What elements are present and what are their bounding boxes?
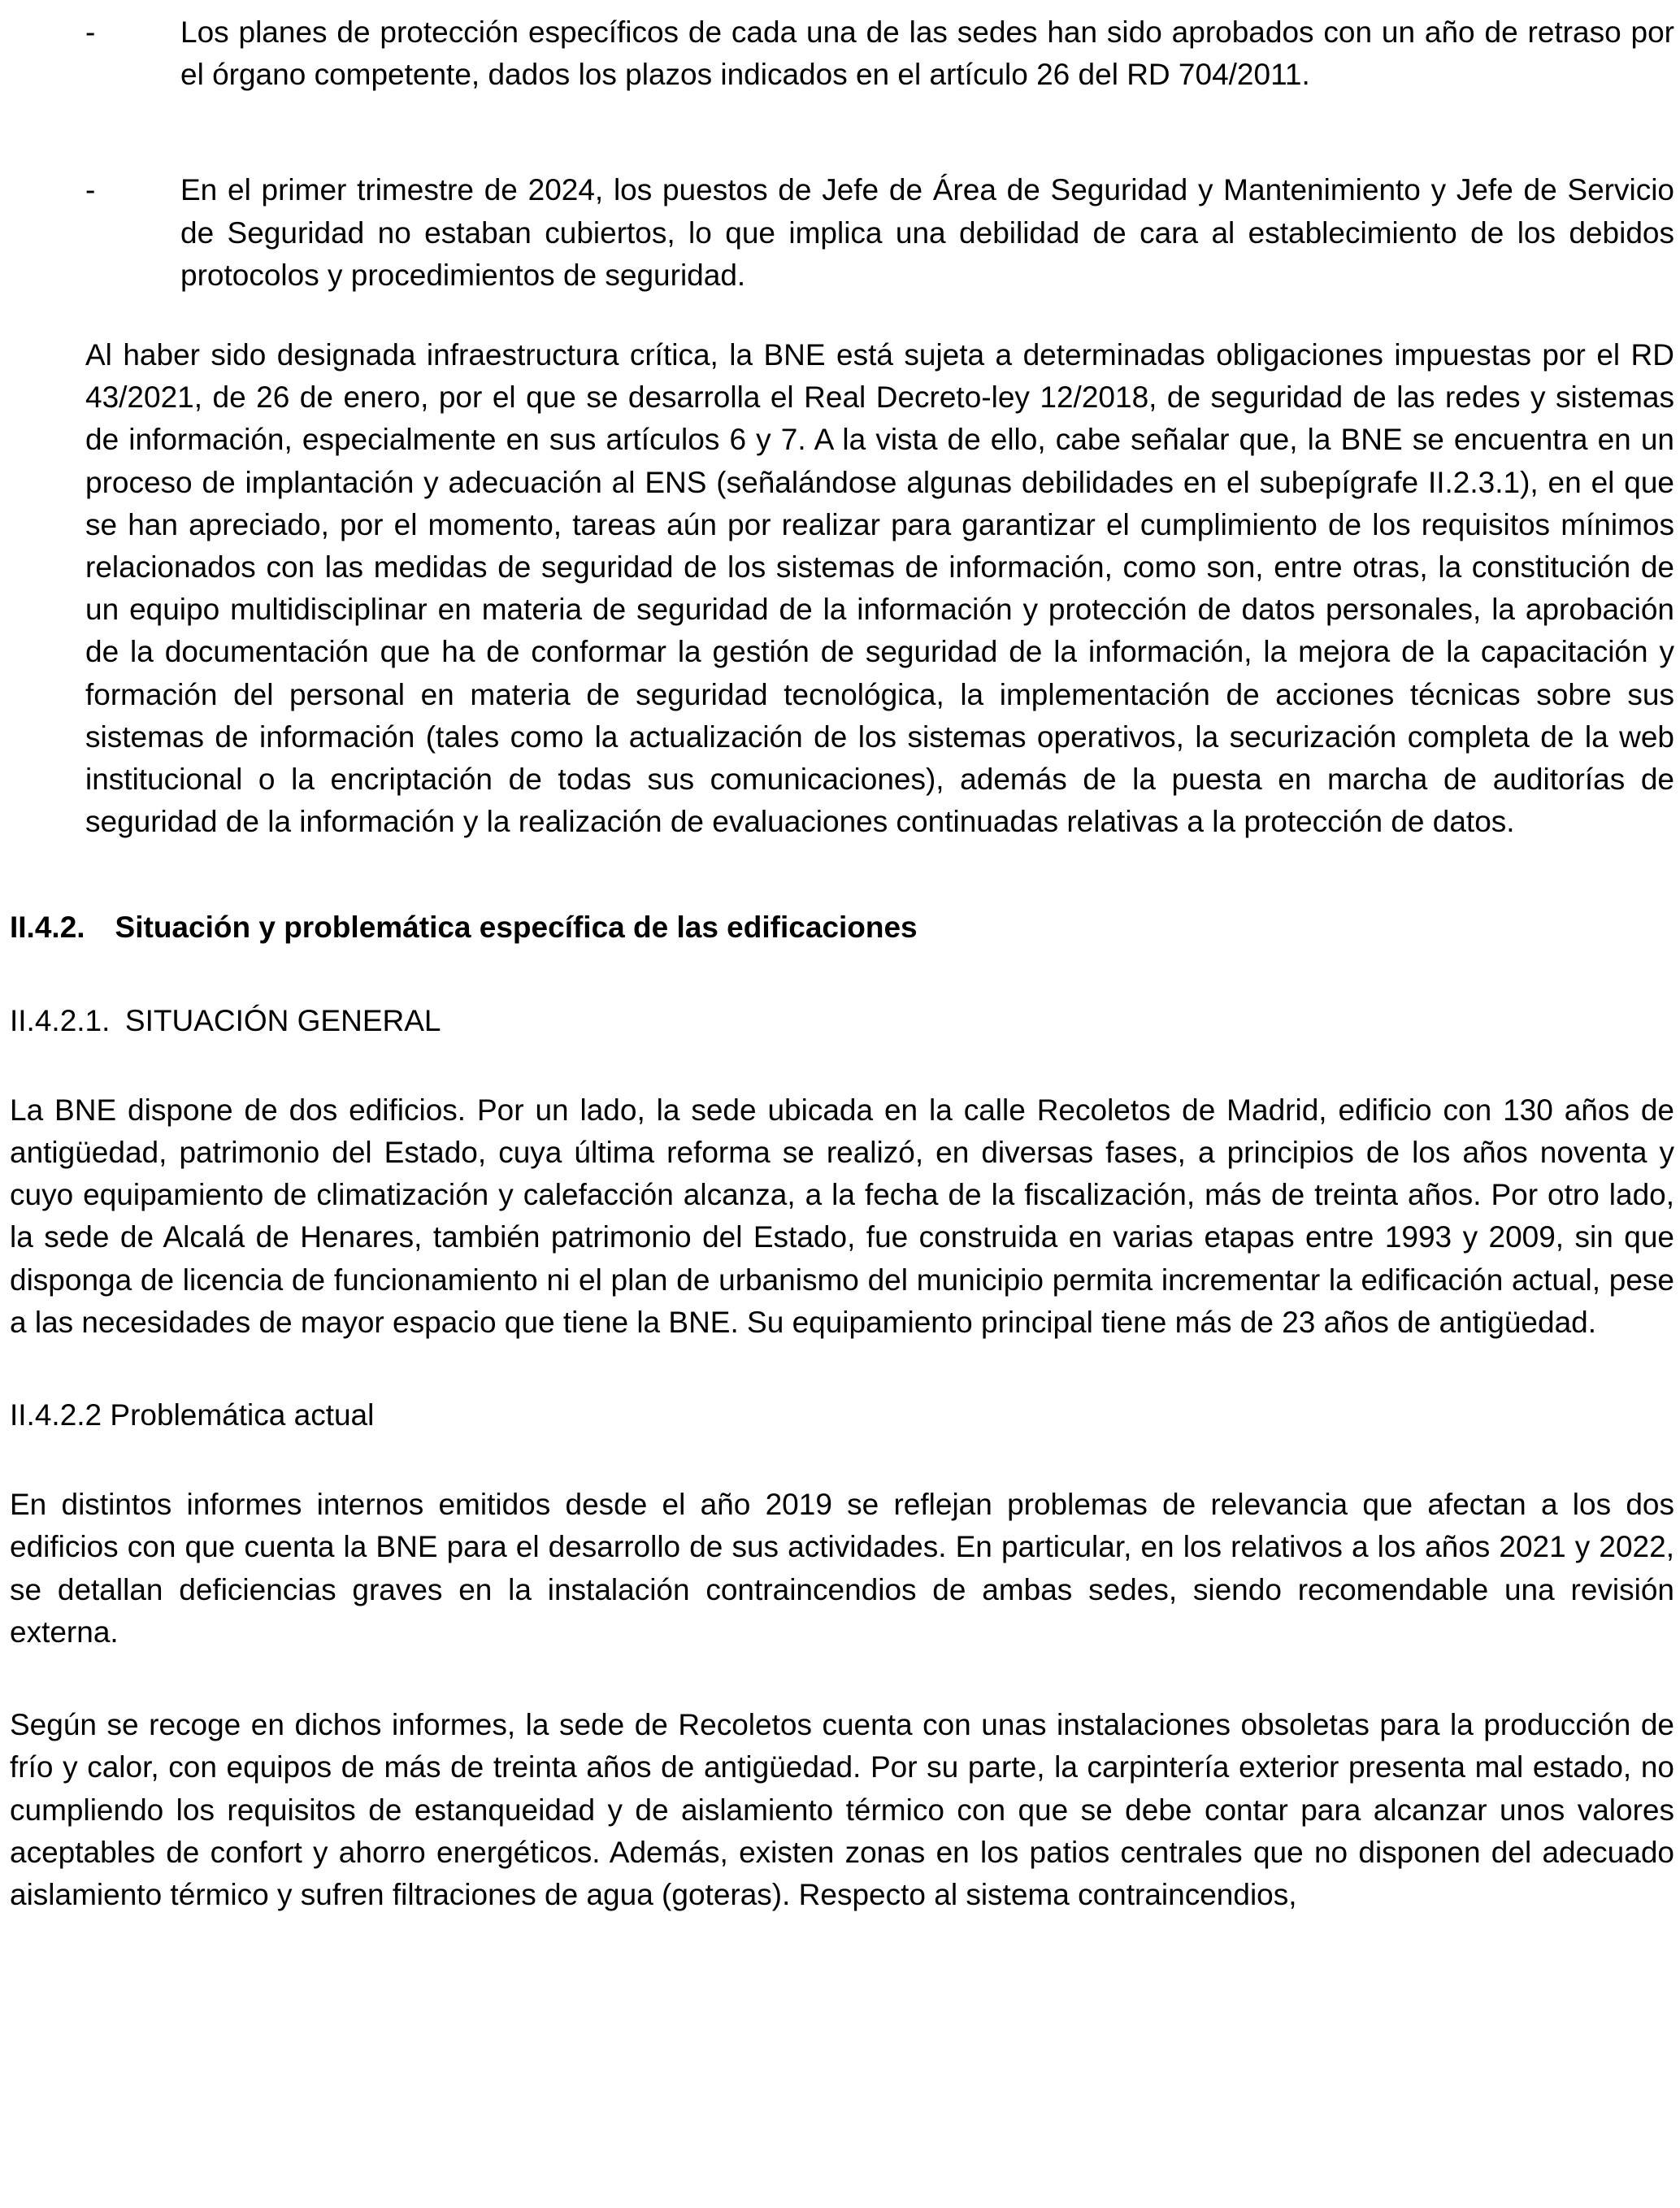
- paragraph-spacer: [10, 1042, 1674, 1089]
- heading-II-4-2-1: II.4.2.1. SITUACIÓN GENERAL: [10, 1003, 441, 1037]
- list-item-text: Los planes de protección específicos de cada una de las sedes han sido aprobados con un año de retraso por el órgano competente, dados los plazos indicados en el artículo 26 del RD 704/2011.: [180, 15, 1674, 92]
- heading-II-4-2-2: II.4.2.2 Problemática actual: [10, 1398, 375, 1432]
- list-item: [85, 11, 1674, 96]
- paragraph-spacer: [10, 1654, 1674, 1704]
- top-spacer: [10, 0, 1674, 11]
- paragraph-situacion-general: La BNE dispone de dos edificios. Por un lado, la sede ubicada en la calle Recoletos de Madrid, edificio con 130 años de antigüedad, patrimonio del Estado, cuya última reforma se realizó, en diversas fases, a principios de los años noventa y cuyo equipamiento de climatización y calefacción alcanza, a la fecha de la fiscalización, más de treinta años. Por otro lado, la sede de Alcalá de Henares, también patrimonio del Estado, fue construida en varias etapas entre 1993 y 2009, sin que disponga de licencia de funcionamiento ni el plan de urbanismo del municipio permita incrementar la edificación actual, pese a las necesidades de mayor espacio que tiene la BNE. Su equipamiento principal tiene más de 23 años de antigüedad.: [10, 1093, 1674, 1339]
- bullet-dash-icon: -: [85, 15, 96, 49]
- bullet-gap-spacer: [10, 96, 1674, 169]
- list-item-text: En el primer trimestre de 2024, los puestos de Jefe de Área de Seguridad y Mantenimiento y Jefe de Servicio de Seguridad no estaban cubiertos, lo que implica una debilidad de cara al establecimiento de los debidos protocolos y procedimientos de seguridad.: [180, 173, 1674, 292]
- heading-spacer: [10, 1344, 1674, 1394]
- page-content: [10, 0, 1674, 1916]
- heading-II-4-2: II.4.2. Situación y problemática específica de las edificaciones: [10, 911, 918, 945]
- list-item: [85, 169, 1674, 297]
- paragraph-recoletos-instalaciones: Según se recoge en dichos informes, la sede de Recoletos cuenta con unas instalaciones obsoletas para la producción de frío y calor, con equipos de más de treinta años de antigüedad. Por su parte, la carpintería exterior presenta mal estado, no cumpliendo los requisitos de estanqueidad y de aislamiento térmico con que se debe contar para alcanzar unos valores aceptables de confort y ahorro energéticos. Además, existen zonas en los patios centrales que no disponen del adecuado aislamiento térmico y sufren filtraciones de agua (goteras). Respecto al sistema contraincendios,: [10, 1708, 1674, 1911]
- paragraph-spacer: [10, 1437, 1674, 1484]
- paragraph-critical-infrastructure: Al haber sido designada infraestructura crítica, la BNE está sujeta a determinadas obligaciones impuestas por el RD 43/2021, de 26 de enero, por el que se desarrolla el Real Decreto-ley 12/2018, de seguridad de las redes y sistemas de información, especialmente en sus artículos 6 y 7. A la vista de ello, cabe señalar que, la BNE se encuentra en un proceso de implantación y adecuación al ENS (señalándose algunas debilidades en el subepígrafe II.2.3.1), en el que se han apreciado, por el momento, tareas aún por realizar para garantizar el cumplimiento de los requisitos mínimos relacionados con las medidas de seguridad de los sistemas de información, como son, entre otras, la constitución de un equipo multidisciplinar en materia de seguridad de la información y protección de datos personales, la aprobación de la documentación que ha de conformar la gestión de seguridad de la información, la mejora de la capacitación y formación del personal en materia de seguridad tecnológica, la implementación de acciones técnicas sobre sus sistemas de información (tales como la actualización de los sistemas operativos, la securización completa de la web institucional o la encriptación de todas sus comunicaciones), además de la puesta en marcha de auditorías de seguridad de la información y la realización de evaluaciones continuadas relativas a la protección de datos.: [85, 338, 1674, 839]
- bullet-dash-icon: -: [85, 173, 96, 207]
- heading-spacer: [10, 950, 1674, 1000]
- heading-spacer: [10, 843, 1674, 906]
- paragraph-informes-internos: En distintos informes internos emitidos desde el año 2019 se reflejan problemas de relevancia que afectan a los dos edificios con que cuenta la BNE para el desarrollo de sus actividades. En particular, en los relativos a los años 2021 y 2022, se detallan deficiencias graves en la instalación contraincendios de ambas sedes, siendo recomendable una revisión externa.: [10, 1488, 1674, 1649]
- section-spacer: [10, 297, 1674, 334]
- bullet-list: [10, 11, 1674, 297]
